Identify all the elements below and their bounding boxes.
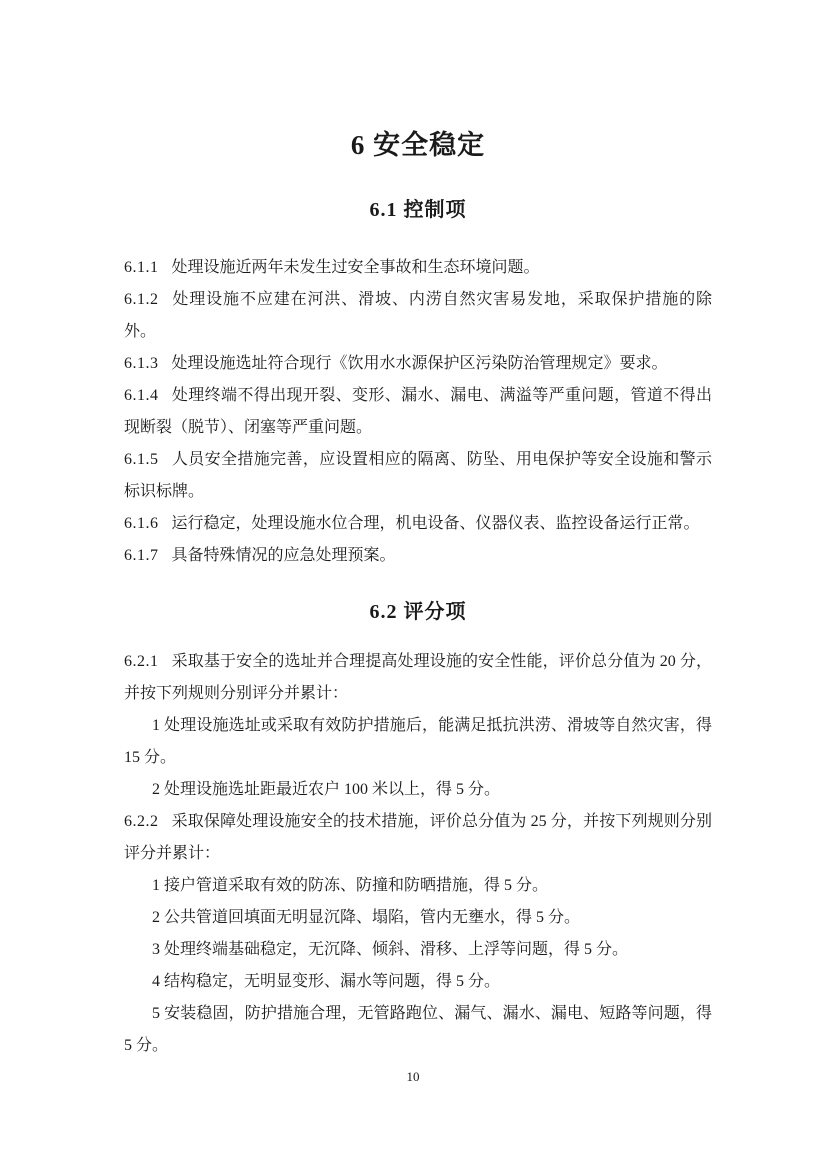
subitem-6-2-2-3: 3 处理终端基础稳定，无沉降、倾斜、滑移、上浮等问题，得 5 分。 bbox=[152, 941, 629, 958]
clause-text: 运行稳定，处理设施水位合理，机电设备、仪器仪表、监控设备运行正常。 bbox=[171, 515, 700, 532]
clause-6-1-1 bbox=[124, 252, 712, 284]
clause-number: 6.1.4 bbox=[124, 387, 159, 404]
clause-text: 处理设施选址符合现行《饮用水水源保护区污染防治管理规定》要求。 bbox=[171, 355, 668, 372]
page-number: 10 bbox=[406, 1069, 420, 1084]
clause-number: 6.2.1 bbox=[124, 653, 159, 670]
clause-text: 人员安全措施完善，应设置相应的隔离、防坠、用电保护等安全设施和警示标识标牌。 bbox=[124, 451, 712, 500]
subitem-6-2-2-1: 1 接户管道采取有效的防冻、防撞和防晒措施，得 5 分。 bbox=[152, 877, 549, 894]
clause-6-1-6 bbox=[124, 508, 712, 540]
clause-text: 采取保障处理设施安全的技术措施，评价总分值为 25 分，并按下列规则分别评分并累计： bbox=[124, 813, 712, 862]
section-heading-6-2: 6.2 评分项 bbox=[369, 601, 467, 623]
clause-text: 处理设施不应建在河洪、滑坡、内涝自然灾害易发地，采取保护措施的除外。 bbox=[124, 291, 712, 340]
clause-text: 处理设施近两年未发生过安全事故和生态环境问题。 bbox=[171, 259, 540, 276]
section-heading-6-1: 6.1 控制项 bbox=[369, 199, 467, 221]
clause-number: 6.1.6 bbox=[124, 515, 159, 532]
clause-text: 处理终端不得出现开裂、变形、漏水、漏电、满溢等严重问题，管道不得出现断裂（脱节）、闭塞等严重问题。 bbox=[124, 387, 712, 436]
clause-6-1-2 bbox=[124, 284, 712, 348]
subitem-6-2-1-1: 1 处理设施选址或采取有效防护措施后，能满足抵抗洪涝、滑坡等自然灾害，得 15 分。 bbox=[124, 717, 712, 766]
document-content bbox=[124, 126, 712, 1062]
clause-number: 6.1.1 bbox=[124, 259, 159, 276]
clause-6-1-7 bbox=[124, 540, 712, 572]
subitem-6-2-2-2: 2 公共管道回填面无明显沉降、塌陷，管内无壅水，得 5 分。 bbox=[152, 909, 581, 926]
clause-6-1-4 bbox=[124, 380, 712, 444]
clause-number: 6.1.7 bbox=[124, 547, 159, 564]
clause-text: 具备特殊情况的应急处理预案。 bbox=[171, 547, 396, 564]
clause-6-1-3 bbox=[124, 348, 712, 380]
subitem-6-2-2-5: 5 安装稳固，防护措施合理，无管路跑位、漏气、漏水、漏电、短路等问题，得 5 分。 bbox=[124, 1005, 712, 1054]
clause-number: 6.1.5 bbox=[124, 451, 159, 468]
clause-6-2-1 bbox=[124, 646, 712, 710]
clause-number: 6.1.3 bbox=[124, 355, 159, 372]
chapter-title: 6 安全稳定 bbox=[350, 130, 486, 160]
subitem-6-2-1-2: 2 处理设施选址距最近农户 100 米以上，得 5 分。 bbox=[152, 781, 501, 798]
clause-number: 6.1.2 bbox=[124, 291, 159, 308]
clause-text: 采取基于安全的选址并合理提高处理设施的安全性能，评价总分值为 20 分，并按下列规则分别评分并累计： bbox=[124, 653, 712, 702]
clause-6-1-5 bbox=[124, 444, 712, 508]
clause-6-2-2 bbox=[124, 806, 712, 870]
clause-number: 6.2.2 bbox=[124, 813, 159, 830]
subitem-6-2-2-4: 4 结构稳定，无明显变形、漏水等问题，得 5 分。 bbox=[152, 973, 501, 990]
